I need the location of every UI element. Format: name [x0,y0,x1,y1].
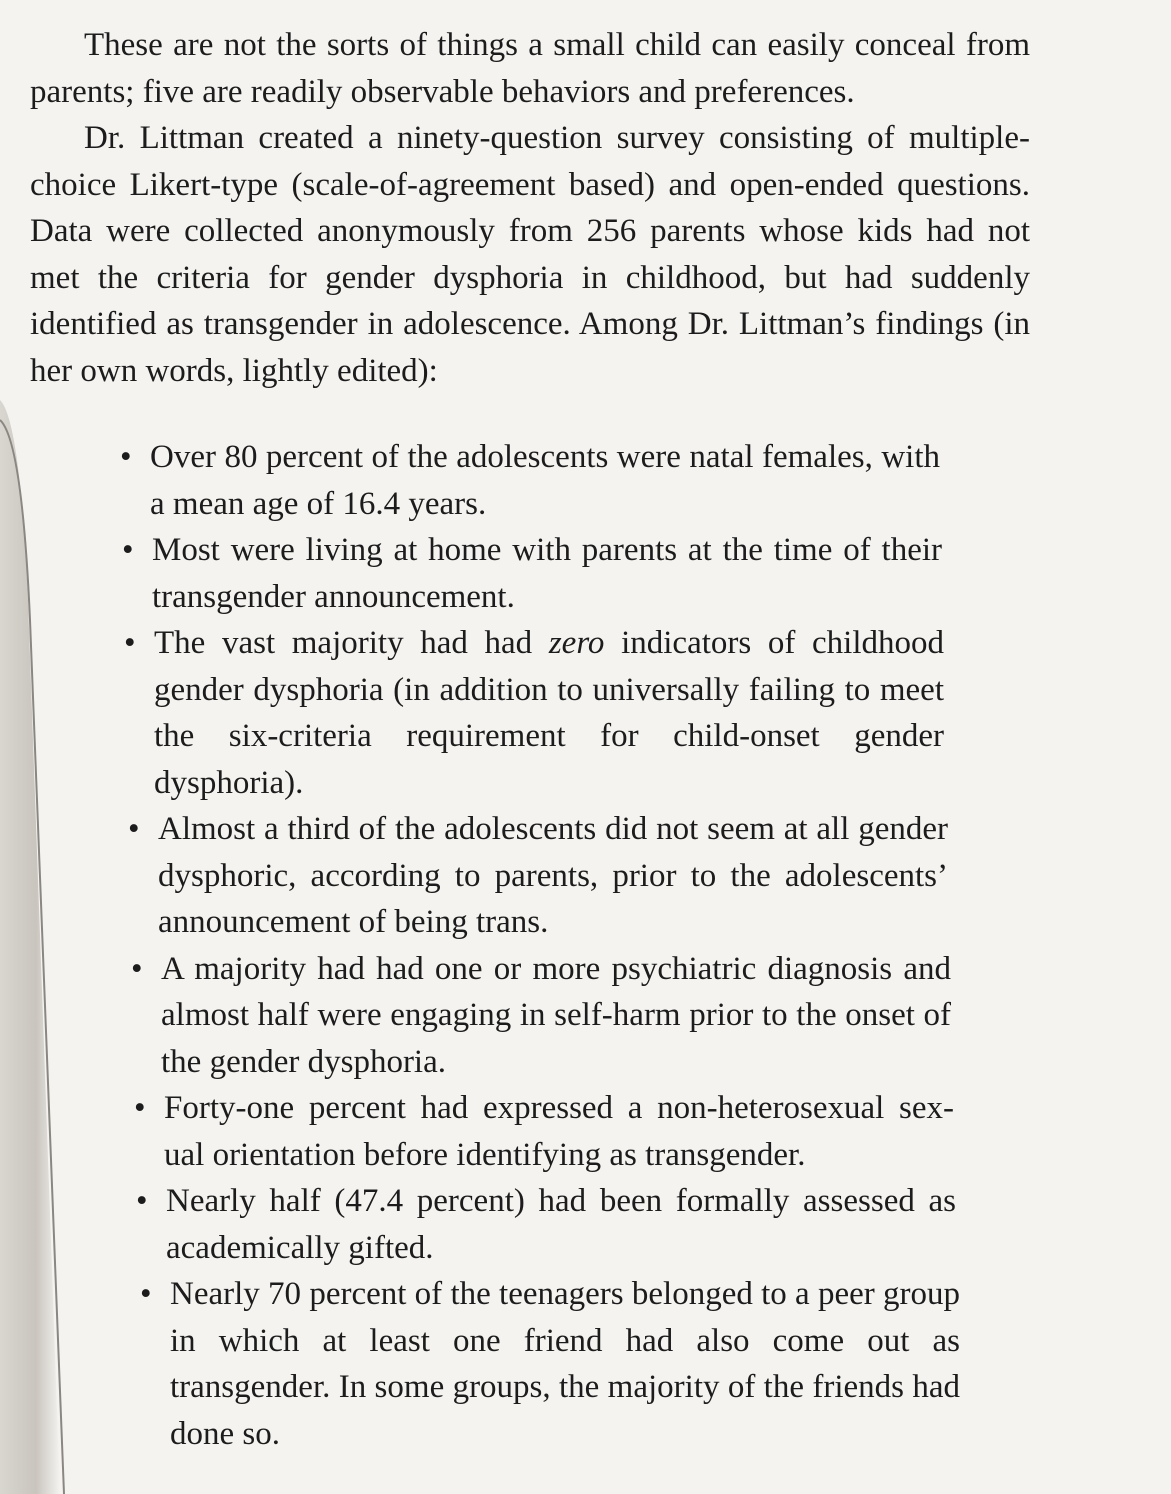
bullet-icon: • [128,811,140,847]
list-item [136,1178,956,1271]
finding-text: The vast majority had had zero indicators of childhood gender dysphoria (in addition to universally failing to meet the six-criteria requirement for child-onset gender dysphoria). [154,625,944,801]
finding-text: Nearly 70 percent of the teenagers belonged to a peer group in which at least one friend had also come out as transgender. In some groups, the majority of the friends had done so. [170,1276,960,1452]
bullet-icon: • [120,439,132,475]
list-item [128,806,948,946]
list-item [131,946,951,1086]
list-item [134,1085,954,1178]
finding-text: Over 80 percent of the adolescents were natal females, with a mean age of 16.4 years. [150,439,940,522]
emphasis-zero: zero [548,625,605,661]
finding-text: Forty-one percent had expressed a non-heterosexual sex-ual orientation before identifying as transgender. [164,1090,954,1173]
bullet-icon: • [122,532,134,568]
finding-text: Nearly half (47.4 percent) had been formally assessed as academically gifted. [166,1183,956,1266]
bullet-icon: • [140,1276,152,1312]
bullet-icon: • [136,1183,148,1219]
bullet-icon: • [131,950,143,987]
bullet-icon: • [134,1090,146,1126]
list-item [122,527,942,620]
list-item [124,620,944,806]
bullet-icon: • [124,625,136,661]
intro-paragraph: These are not the sorts of things a small child can easily conceal from parents; five are readily observable behaviors and preferences. [30,27,1030,110]
book-page [30,22,1030,1457]
finding-text: Most were living at home with parents at the time of their transgender announcement. [152,532,942,615]
list-item [140,1271,960,1457]
finding-text: Almost a third of the adolescents did not seem at all gender dysphoric, according to parents, prior to the adolescents’ announcement of being trans. [158,811,948,940]
study-paragraph: Dr. Littman created a ninety-question survey consisting of multiple-choice Likert-type (scale-of-agreement based) and open-ended questions. Data were collected anonymously from 256 parents whose kids had not met the criteria for gender dysphoria in childhood, but had suddenly identified as transgender in adolescence. Among Dr. Littman’s findings (in her own words, lightly edited): [30,120,1030,389]
list-item [120,434,940,527]
finding-text: A majority had had one or more psychiatric diagnosis and almost half were engaging in self-harm prior to the onset of the gender dysphoria. [161,950,951,1080]
findings-list [30,434,1030,1457]
